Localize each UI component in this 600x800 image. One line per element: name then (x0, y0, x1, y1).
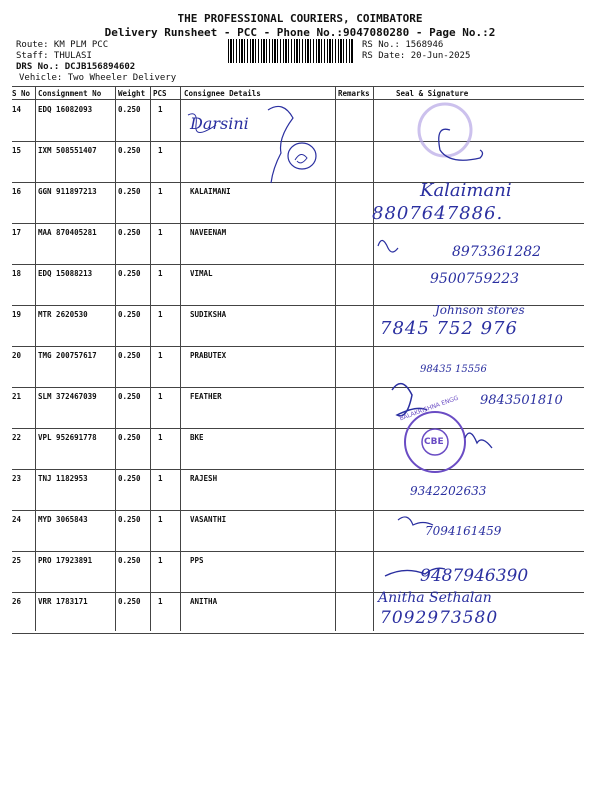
consignee-cell: NAVEENAM (190, 228, 227, 237)
consignment-no-cell: MYD 3065843 (38, 515, 88, 524)
weight-cell: 0.250 (118, 228, 141, 237)
pcs-cell: 1 (158, 351, 163, 360)
consignment-no-cell: MAA 870405281 (38, 228, 97, 237)
handwritten-phone-21: 9843501810 (480, 393, 563, 408)
col-remarks: Remarks (338, 89, 370, 98)
signature-stroke (465, 433, 492, 448)
consignee-cell: KALAIMANI (190, 187, 231, 196)
consignee-cell: VIMAL (190, 269, 213, 278)
handwritten-phone-20: 98435 15556 (420, 364, 487, 375)
sno-cell: 17 (12, 228, 22, 237)
consignment-no-cell: VPL 952691778 (38, 433, 97, 442)
weight-cell: 0.250 (118, 146, 141, 155)
consignee-cell: PPS (190, 556, 204, 565)
col-seal: Seal & Signature (396, 89, 469, 98)
sno-cell: 20 (12, 351, 22, 360)
sno-cell: 15 (12, 146, 22, 155)
handwritten-darsini: Darsini (190, 114, 249, 133)
weight-cell: 0.250 (118, 433, 141, 442)
weight-cell: 0.250 (118, 474, 141, 483)
sno-cell: 22 (12, 433, 22, 442)
handwritten-phone-24: 7094161459 (425, 524, 502, 538)
stamp-center: CBE (424, 437, 444, 447)
consignment-no-cell: VRR 1783171 (38, 597, 88, 606)
consignment-no-cell: EDQ 15088213 (38, 269, 93, 278)
weight-cell: 0.250 (118, 269, 141, 278)
pcs-cell: 1 (158, 515, 163, 524)
handwritten-phone-23: 9342202633 (410, 484, 487, 498)
pcs-cell: 1 (158, 187, 163, 196)
pcs-cell: 1 (158, 228, 163, 237)
subtitle: Delivery Runsheet - PCC - Phone No.:9047080280 - Page No.:2 (104, 26, 496, 39)
consignment-no-cell: EDQ 16082093 (38, 105, 93, 114)
weight-cell: 0.250 (118, 105, 141, 114)
handwritten-phone-16: 8807647886. (372, 203, 504, 224)
consignment-no-cell: MTR 2620530 (38, 310, 88, 319)
signature-stroke (268, 106, 293, 183)
handwritten-phone-18: 9500759223 (430, 271, 520, 287)
pcs-cell: 1 (158, 556, 163, 565)
rs-date: RS Date: 20-Jun-2025 (362, 51, 471, 61)
pcs-cell: 1 (158, 310, 163, 319)
pcs-cell: 1 (158, 597, 163, 606)
sno-cell: 19 (12, 310, 22, 319)
vehicle: Vehicle: Two Wheeler Delivery (19, 73, 177, 83)
consignment-no-cell: TNJ 1182953 (38, 474, 88, 483)
signature-stroke (295, 154, 307, 162)
consignee-cell: SUDIKSHA (190, 310, 227, 319)
stamp-ring-faint (419, 104, 471, 156)
handwritten-kalaimani: Kalaimani (420, 180, 512, 201)
drs-no: DRS No.: DCJB156894602 (16, 62, 136, 72)
sno-cell: 25 (12, 556, 22, 565)
route: Route: KM PLM PCC (16, 40, 109, 50)
handwritten-phone-17: 8973361282 (452, 244, 542, 260)
signature-stroke (378, 240, 398, 252)
pcs-cell: 1 (158, 392, 163, 401)
consignee-cell: FEATHER (190, 392, 222, 401)
weight-cell: 0.250 (118, 515, 141, 524)
stamp-ring-text: BALAKRISHNA ENGG (398, 394, 460, 423)
col-pcs: PCS (153, 89, 167, 98)
consignee-cell: PRABUTEX (190, 351, 227, 360)
sno-cell: 18 (12, 269, 22, 278)
sno-cell: 16 (12, 187, 22, 196)
consignment-no-cell: TMG 200757617 (38, 351, 97, 360)
pcs-cell: 1 (158, 433, 163, 442)
consignment-no-cell: GGN 911897213 (38, 187, 97, 196)
rs-no: RS No.: 1568946 (362, 40, 444, 50)
staff: Staff: THULASI (16, 51, 92, 61)
weight-cell: 0.250 (118, 556, 141, 565)
handwritten-johnson: Johnson stores (435, 303, 525, 317)
consignment-no-cell: PRO 17923891 (38, 556, 93, 565)
consignment-no-cell: SLM 372467039 (38, 392, 97, 401)
col-weight: Weight (118, 89, 146, 98)
pcs-cell: 1 (158, 105, 163, 114)
sno-cell: 26 (12, 597, 22, 606)
col-consignment: Consignment No (38, 89, 102, 98)
weight-cell: 0.250 (118, 187, 141, 196)
handwritten-phone-25: 9487946390 (420, 566, 529, 586)
col-sno: S No (12, 89, 31, 98)
col-consignee: Consignee Details (184, 89, 261, 98)
weight-cell: 0.250 (118, 392, 141, 401)
pcs-cell: 1 (158, 474, 163, 483)
handwritten-phone-19: 7845 752 976 (380, 318, 518, 339)
title: THE PROFESSIONAL COURIERS, COIMBATORE (177, 12, 423, 25)
consignee-cell: ANITHA (190, 597, 218, 606)
consignment-no-cell: IXM 508551407 (38, 146, 97, 155)
sno-cell: 14 (12, 105, 22, 114)
consignee-cell: RAJESH (190, 474, 218, 483)
pcs-cell: 1 (158, 146, 163, 155)
pcs-cell: 1 (158, 269, 163, 278)
weight-cell: 0.250 (118, 351, 141, 360)
handwritten-anitha: Anitha Sethalan (378, 590, 492, 606)
consignee-cell: BKE (190, 433, 204, 442)
handwritten-phone-26: 7092973580 (380, 608, 499, 628)
consignee-cell: VASANTHI (190, 515, 227, 524)
weight-cell: 0.250 (118, 597, 141, 606)
sno-cell: 21 (12, 392, 22, 401)
sno-cell: 23 (12, 474, 22, 483)
weight-cell: 0.250 (118, 310, 141, 319)
signature-stroke (439, 129, 483, 160)
signature-loop (288, 143, 316, 169)
sno-cell: 24 (12, 515, 22, 524)
